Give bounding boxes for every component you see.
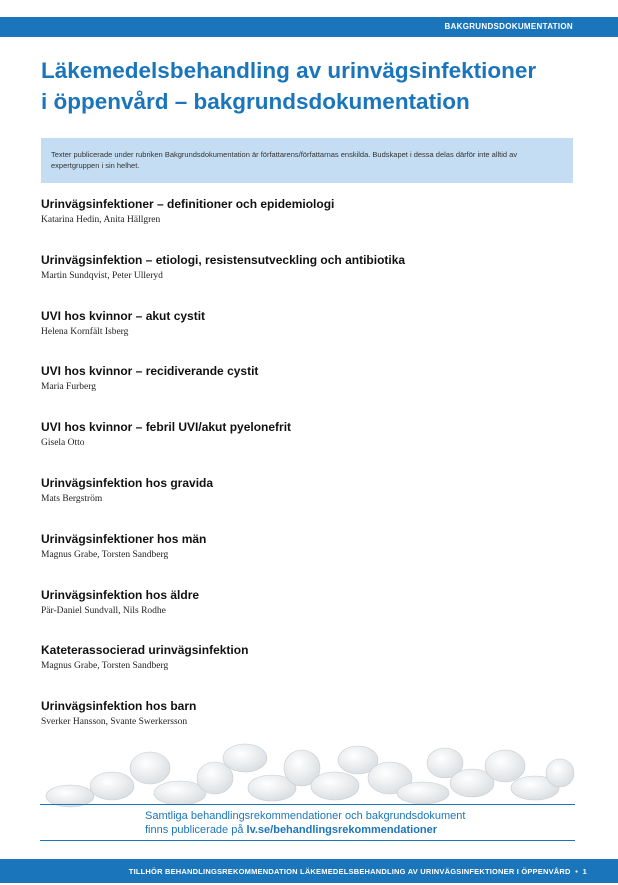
table-of-contents [41, 197, 581, 755]
toc-entry-title: UVI hos kvinnor – akut cystit [41, 308, 206, 323]
toc-entry-authors: Helena Kornfält Isberg [41, 326, 129, 337]
toc-entry [41, 309, 581, 365]
page-number: 1 [582, 867, 587, 876]
page-title-line-2: i öppenvård – bakgrundsdokumentation [41, 89, 470, 114]
footer-note-prefix: finns publicerade på [145, 824, 247, 836]
toc-entry [41, 643, 581, 699]
document-reference: TILLHÖR BEHANDLINGSREKOMMENDATION LÄKEMEDELSBEHANDLING AV URINVÄGSINFEKTIONER I ÖPPENVÅRD [128, 867, 571, 876]
footer-note-line-2 [145, 823, 545, 837]
footer-divider-bottom [40, 840, 575, 841]
toc-entry-authors: Katarina Hedin, Anita Hällgren [41, 215, 161, 225]
toc-entry-title: Urinvägsinfektion hos barn [41, 699, 197, 714]
page-title-line-1: Läkemedelsbehandling av urinvägsinfektioner [41, 58, 537, 83]
toc-entry-authors: Martin Sundqvist, Peter Ulleryd [41, 270, 163, 281]
toc-entry-title: Urinvägsinfektioner – definitioner och epidemiologi [41, 197, 335, 211]
footer-divider-top [40, 804, 575, 805]
toc-entry-title: Urinvägsinfektion hos gravida [41, 475, 214, 490]
bottom-bar-text [129, 867, 587, 876]
toc-entry [41, 253, 581, 309]
toc-entry-title: UVI hos kvinnor – febril UVI/akut pyelonefrit [41, 420, 292, 435]
toc-entry-authors: Magnus Grabe, Torsten Sandberg [41, 549, 169, 560]
footer-link[interactable]: lv.se/behandlingsrekommendationer [246, 824, 438, 836]
toc-entry-title: Urinvägsinfektioner hos män [41, 531, 207, 546]
pills-illustration [40, 738, 575, 808]
toc-entry [41, 532, 581, 588]
toc-entry-authors: Pär-Daniel Sundvall, Nils Rodhe [41, 605, 166, 616]
toc-entry [41, 420, 581, 476]
disclaimer-box: Texter publicerade under rubriken Bakgrundsdokumentation är författarens/författarnas enskilda. Budskapet i dessa delas därför inte alltid av expertgruppen i sin helhet. [41, 138, 573, 183]
toc-entry [41, 364, 581, 420]
bottom-bar [0, 859, 618, 883]
toc-entry-authors: Mats Bergström [41, 493, 103, 504]
separator-dot: • [575, 867, 579, 876]
toc-entry-title: UVI hos kvinnor – recidiverande cystit [41, 364, 259, 379]
header-bar [0, 17, 618, 37]
toc-entry [41, 197, 581, 253]
toc-entry-title: Urinvägsinfektion – etiologi, resistensutveckling och antibiotika [41, 252, 406, 267]
toc-entry-authors: Gisela Otto [41, 438, 85, 449]
toc-entry-authors: Maria Furberg [41, 382, 96, 393]
toc-entry-title: Urinvägsinfektion hos äldre [41, 587, 200, 602]
toc-entry-title: Kateterassocierad urinvägsinfektion [41, 643, 249, 658]
section-label: BAKGRUNDSDOKUMENTATION [444, 22, 573, 31]
toc-entry [41, 476, 581, 532]
toc-entry-authors: Magnus Grabe, Torsten Sandberg [41, 661, 169, 672]
footer-note-line-1: Samtliga behandlingsrekommendationer och bakgrundsdokument [145, 810, 466, 822]
footer-note [145, 809, 545, 837]
toc-entry [41, 588, 581, 644]
toc-entry-authors: Sverker Hansson, Svante Swerkersson [41, 717, 188, 728]
page-title [41, 55, 581, 117]
